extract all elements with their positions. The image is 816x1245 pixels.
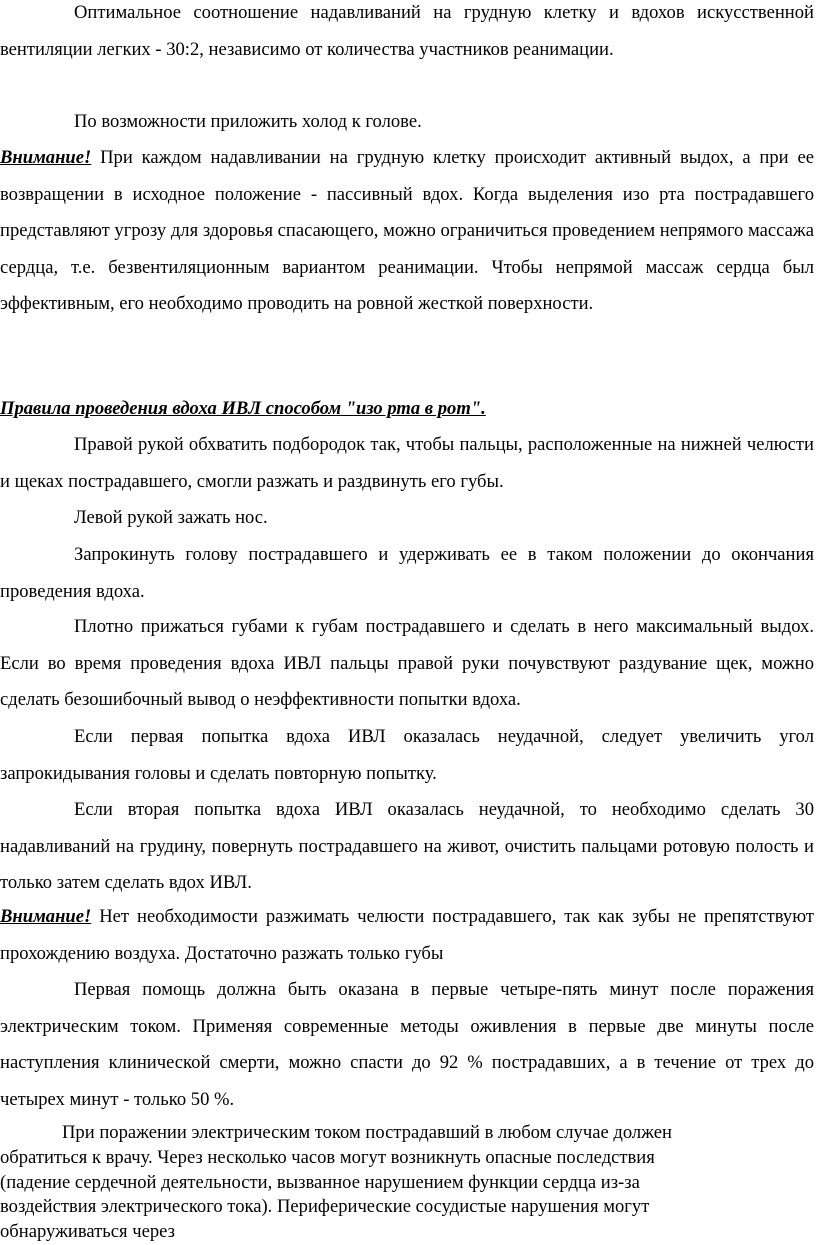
- text-line: (падение сердечной деятельности, вызванное нарушением функции сердца из-за: [0, 1171, 640, 1193]
- text-line: воздействия электрического тока). Периферические сосудистые нарушения могут: [0, 1196, 650, 1218]
- paragraph-attention-1: [0, 140, 814, 323]
- text-line: При поражении электрическим током пострадавший в любом случае должен: [62, 1122, 672, 1143]
- step-exhale: Плотно прижаться губами к губам пострадавшего и сделать в него максимальный выдох. Если во время проведения вдоха ИВЛ пальцы правой руки почувствуют раздувание щек, можно сделать безошибочный вывод о неэффективности попытки вдоха.: [0, 616, 814, 711]
- attention-label: Внимание!: [0, 906, 92, 927]
- attention-text: Нет необходимости разжимать челюсти пострадавшего, так как зубы не препятствуют прохождению воздуха. Достаточно разжать только губы: [0, 906, 814, 964]
- attention-label: Внимание!: [0, 147, 92, 168]
- step-first-attempt: Если первая попытка вдоха ИВЛ оказалась неудачной, следует увеличить угол запрокидывания головы и сделать повторную попытку.: [0, 726, 814, 784]
- paragraph-attention-2: [0, 899, 814, 972]
- step-nose: Левой рукой зажать нос.: [74, 507, 268, 528]
- attention-text: При каждом надавливании на грудную клетку происходит активный выдох, а при ее возвращении в исходное положение - пассивный вдох. Когда выделения изо рта пострадавшего представляют угрозу для здоровья спасающего, можно ограничиться проведением непрямого массажа сердца, т.е. безвентиляционным вариантом реанимации. Чтобы непрямой массаж сердца был эффективным, его необходимо проводить на ровной жесткой поверхности.: [0, 147, 814, 315]
- paragraph-ratio: Оптимальное соотношение надавливаний на грудную клетку и вдохов искусственной вентиляции легких - 30:2, независимо от количества участников реанимации.: [0, 2, 814, 60]
- paragraph-cold: По возможности приложить холод к голове.: [74, 111, 422, 132]
- step-chin: Правой рукой обхватить подбородок так, чтобы пальцы, расположенные на нижней челюсти и щеках пострадавшего, смогли разжать и раздвинуть его губы.: [0, 434, 814, 492]
- section-heading: [0, 391, 814, 428]
- text-line: обнаруживаться через: [0, 1221, 175, 1243]
- heading-text: Правила проведения вдоха ИВЛ способом "изо рта в рот".: [0, 398, 486, 419]
- step-second-attempt: Если вторая попытка вдоха ИВЛ оказалась неудачной, то необходимо сделать 30 надавливаний на грудину, повернуть пострадавшего на живот, очистить пальцами ротовую полость и только затем сделать вдох ИВЛ.: [0, 799, 814, 894]
- paragraph-doctor: [0, 1121, 790, 1245]
- step-head-tilt: Запрокинуть голову пострадавшего и удерживать ее в таком положении до окончания проведения вдоха.: [0, 544, 814, 602]
- paragraph-first-aid: Первая помощь должна быть оказана в первые четыре-пять минут после поражения электрическим током. Применяя современные методы оживления в первые две минуты после наступления клинической смерти, можно спасти до 92 % пострадавших, а в течение от трех до четырех минут - только 50 %.: [0, 979, 814, 1110]
- text-line: обратиться к врачу. Через несколько часов могут возникнуть опасные последствия: [0, 1146, 655, 1168]
